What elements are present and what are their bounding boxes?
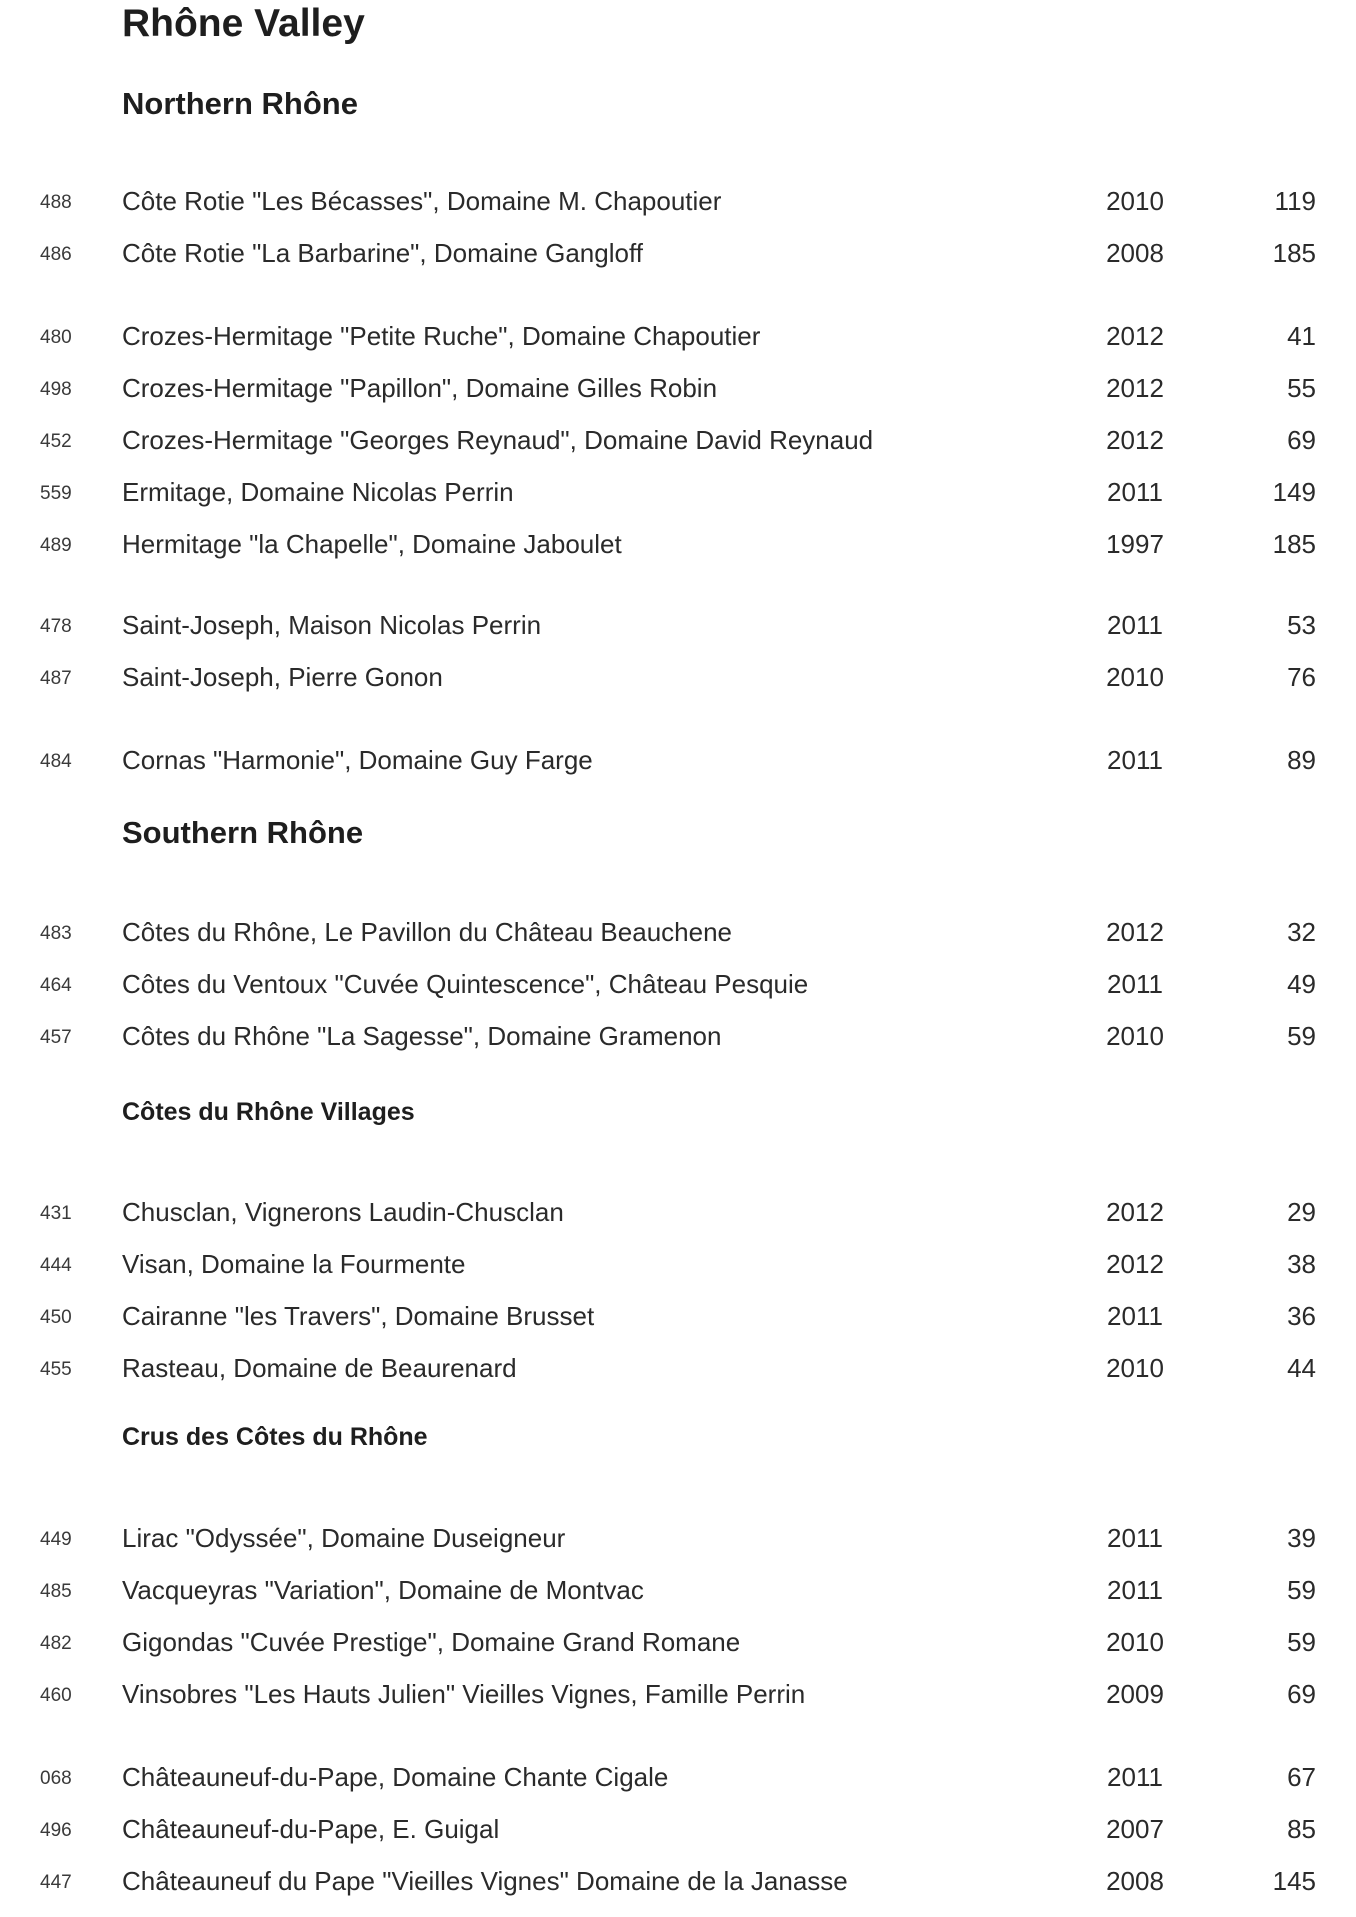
price: 185 xyxy=(1272,238,1316,268)
price: 53 xyxy=(1287,610,1316,640)
price: 38 xyxy=(1287,1249,1316,1279)
wine-name: Châteauneuf-du-Pape, E. Guigal xyxy=(122,1814,500,1844)
price: 185 xyxy=(1272,529,1316,559)
wine-name: Châteauneuf-du-Pape, Domaine Chante Cigale xyxy=(122,1762,669,1792)
list-item xyxy=(0,656,1356,700)
price: 41 xyxy=(1287,321,1316,351)
wine-name: Cairanne "les Travers", Domaine Brusset xyxy=(122,1301,595,1331)
bin-number: 460 xyxy=(40,1685,72,1706)
bin-number: 484 xyxy=(40,751,72,772)
vintage: 2011 xyxy=(1107,477,1163,507)
vintage: 2007 xyxy=(1106,1814,1164,1844)
bin-number: 559 xyxy=(40,483,72,504)
price: 69 xyxy=(1287,425,1316,455)
list-item xyxy=(0,1756,1356,1800)
bin-number: 068 xyxy=(40,1768,72,1789)
bin-number: 450 xyxy=(40,1307,72,1328)
wine-name: Saint-Joseph, Pierre Gonon xyxy=(122,662,443,692)
list-item xyxy=(0,1347,1356,1391)
bin-number: 487 xyxy=(40,668,72,689)
bin-number: 444 xyxy=(40,1255,72,1276)
section-heading-cotes-du-rhone-villages: Côtes du Rhône Villages xyxy=(122,1098,415,1126)
vintage: 2012 xyxy=(1106,917,1164,947)
price: 89 xyxy=(1287,745,1316,775)
price: 119 xyxy=(1274,186,1316,216)
list-item xyxy=(0,1860,1356,1904)
vintage: 2011 xyxy=(1107,1301,1163,1331)
wine-name: Vacqueyras "Variation", Domaine de Montvac xyxy=(122,1575,644,1605)
list-item xyxy=(0,1517,1356,1561)
page-title: Rhône Valley xyxy=(122,2,365,45)
section-heading-northern-rhone: Northern Rhône xyxy=(122,86,358,121)
list-item xyxy=(0,1621,1356,1665)
vintage: 2011 xyxy=(1107,1762,1163,1792)
bin-number: 483 xyxy=(40,923,72,944)
price: 59 xyxy=(1287,1627,1316,1657)
price: 67 xyxy=(1287,1762,1316,1792)
bin-number: 485 xyxy=(40,1581,72,1602)
bin-number: 482 xyxy=(40,1633,72,1654)
vintage: 2011 xyxy=(1107,1575,1163,1605)
vintage: 2011 xyxy=(1107,610,1163,640)
price: 85 xyxy=(1287,1814,1316,1844)
wine-name: Crozes-Hermitage "Petite Ruche", Domaine Chapoutier xyxy=(122,321,761,351)
price: 39 xyxy=(1287,1523,1316,1553)
vintage: 2012 xyxy=(1106,321,1164,351)
list-item xyxy=(0,911,1356,955)
wine-name: Côtes du Ventoux "Cuvée Quintescence", Château Pesquie xyxy=(122,969,809,999)
vintage: 2011 xyxy=(1107,745,1163,775)
price: 32 xyxy=(1287,917,1316,947)
bin-number: 480 xyxy=(40,327,72,348)
list-item xyxy=(0,1295,1356,1339)
wine-name: Côte Rotie "Les Bécasses", Domaine M. Chapoutier xyxy=(122,186,722,216)
list-item xyxy=(0,232,1356,276)
vintage: 2010 xyxy=(1106,1353,1164,1383)
vintage: 1997 xyxy=(1106,529,1164,559)
wine-name: Vinsobres "Les Hauts Julien" Vieilles Vignes, Famille Perrin xyxy=(122,1679,806,1709)
vintage: 2012 xyxy=(1106,373,1164,403)
vintage: 2009 xyxy=(1106,1679,1164,1709)
list-item xyxy=(0,1015,1356,1059)
vintage: 2010 xyxy=(1106,1627,1164,1657)
bin-number: 457 xyxy=(40,1027,72,1048)
list-item xyxy=(0,1673,1356,1717)
list-item xyxy=(0,1569,1356,1613)
price: 55 xyxy=(1287,373,1316,403)
wine-name: Lirac "Odyssée", Domaine Duseigneur xyxy=(122,1523,566,1553)
wine-name: Hermitage "la Chapelle", Domaine Jaboulet xyxy=(122,529,622,559)
wine-name: Ermitage, Domaine Nicolas Perrin xyxy=(122,477,514,507)
wine-name: Crozes-Hermitage "Georges Reynaud", Domaine David Reynaud xyxy=(122,425,874,455)
bin-number: 489 xyxy=(40,535,72,556)
bin-number: 464 xyxy=(40,975,72,996)
vintage: 2011 xyxy=(1107,969,1163,999)
bin-number: 488 xyxy=(40,192,72,213)
price: 49 xyxy=(1287,969,1316,999)
bin-number: 486 xyxy=(40,244,72,265)
price: 69 xyxy=(1287,1679,1316,1709)
price: 149 xyxy=(1272,477,1316,507)
bin-number: 498 xyxy=(40,379,72,400)
section-heading-crus-des-cotes-du-rhone: Crus des Côtes du Rhône xyxy=(122,1423,428,1451)
list-item xyxy=(0,963,1356,1007)
price: 29 xyxy=(1287,1197,1316,1227)
vintage: 2012 xyxy=(1106,425,1164,455)
bin-number: 449 xyxy=(40,1529,72,1550)
price: 76 xyxy=(1287,662,1316,692)
list-item xyxy=(0,604,1356,648)
vintage: 2010 xyxy=(1106,662,1164,692)
vintage: 2012 xyxy=(1106,1197,1164,1227)
price: 59 xyxy=(1287,1575,1316,1605)
wine-name: Rasteau, Domaine de Beaurenard xyxy=(122,1353,517,1383)
wine-name: Gigondas "Cuvée Prestige", Domaine Grand Romane xyxy=(122,1627,741,1657)
bin-number: 455 xyxy=(40,1359,72,1380)
list-item xyxy=(0,1808,1356,1852)
vintage: 2010 xyxy=(1106,1021,1164,1051)
vintage: 2008 xyxy=(1106,1866,1164,1896)
vintage: 2010 xyxy=(1106,186,1164,216)
vintage: 2012 xyxy=(1106,1249,1164,1279)
list-item xyxy=(0,1191,1356,1235)
bin-number: 431 xyxy=(40,1203,72,1224)
price: 44 xyxy=(1287,1353,1316,1383)
price: 59 xyxy=(1287,1021,1316,1051)
price: 145 xyxy=(1272,1866,1316,1896)
list-item xyxy=(0,367,1356,411)
bin-number: 478 xyxy=(40,616,72,637)
bin-number: 452 xyxy=(40,431,72,452)
section-heading-southern-rhone: Southern Rhône xyxy=(122,815,364,850)
bin-number: 447 xyxy=(40,1872,72,1893)
wine-name: Côtes du Rhône "La Sagesse", Domaine Gramenon xyxy=(122,1021,722,1051)
wine-name: Crozes-Hermitage "Papillon", Domaine Gilles Robin xyxy=(122,373,718,403)
list-item xyxy=(0,523,1356,567)
price: 36 xyxy=(1287,1301,1316,1331)
wine-name: Visan, Domaine la Fourmente xyxy=(122,1249,466,1279)
list-item xyxy=(0,180,1356,224)
list-item xyxy=(0,471,1356,515)
wine-name: Cornas "Harmonie", Domaine Guy Farge xyxy=(122,745,593,775)
list-item xyxy=(0,1243,1356,1287)
wine-name: Côtes du Rhône, Le Pavillon du Château Beauchene xyxy=(122,917,732,947)
list-item xyxy=(0,739,1356,783)
vintage: 2011 xyxy=(1107,1523,1163,1553)
list-item xyxy=(0,315,1356,359)
wine-name: Chusclan, Vignerons Laudin-Chusclan xyxy=(122,1197,564,1227)
bin-number: 496 xyxy=(40,1820,72,1841)
wine-name: Saint-Joseph, Maison Nicolas Perrin xyxy=(122,610,542,640)
wine-name: Côte Rotie "La Barbarine", Domaine Gangloff xyxy=(122,238,643,268)
vintage: 2008 xyxy=(1106,238,1164,268)
wine-name: Châteauneuf du Pape "Vieilles Vignes" Domaine de la Janasse xyxy=(122,1866,848,1896)
list-item xyxy=(0,419,1356,463)
